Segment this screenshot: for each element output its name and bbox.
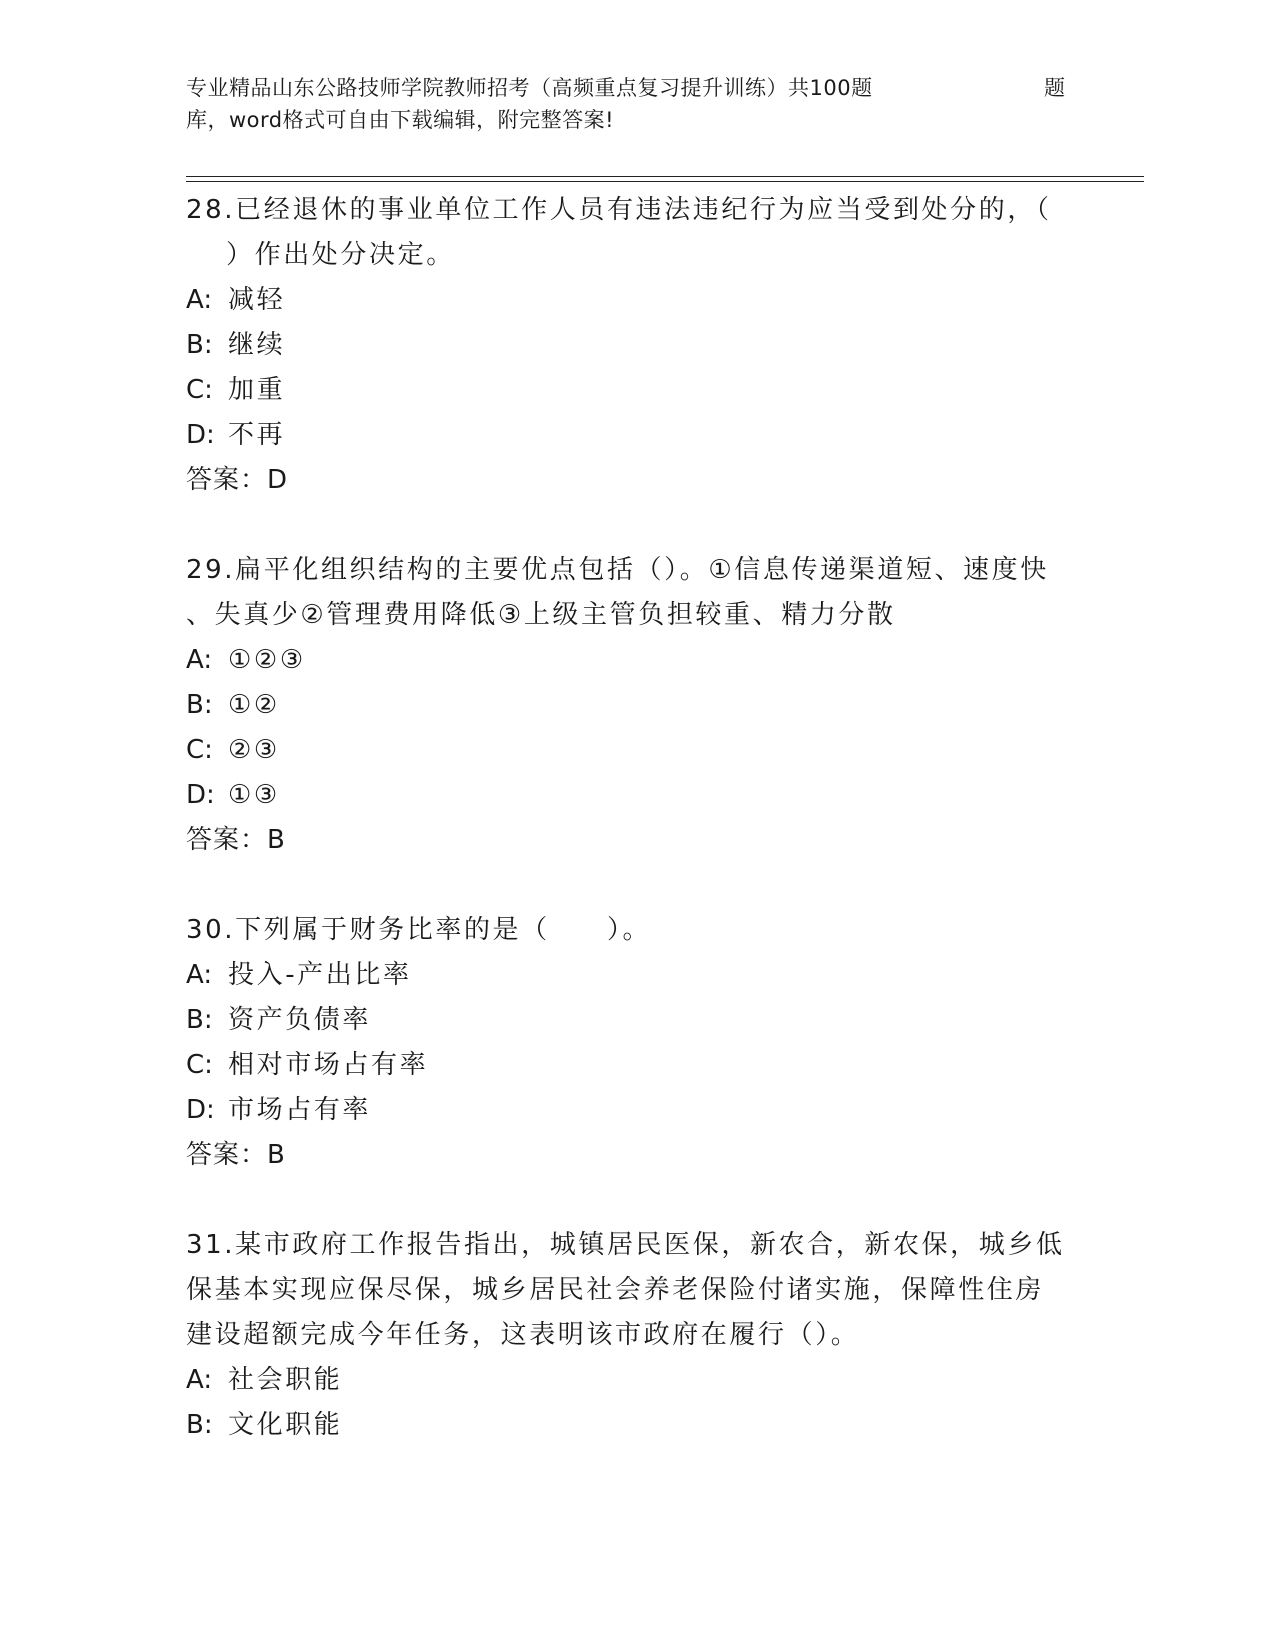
question-stem-text: 31.某市政府工作报告指出，城镇居民医保，新农合，新农保，城乡低 [186,1230,1065,1260]
answer-line: 答案：B [186,1140,286,1170]
option-row [186,368,1086,413]
option-row [186,998,1086,1043]
option-row [186,953,1086,998]
option-text: 投入-产出比率 [228,960,412,990]
answer-line: 答案：D [186,465,289,495]
option-key: D: [186,420,215,450]
document-header [186,72,1106,136]
option-key: C: [186,1050,213,1080]
option-row [186,1088,1086,1133]
option-row [186,413,1086,458]
option-text: 继续 [228,330,286,360]
option-key: A: [186,1365,213,1395]
question-block [186,908,1086,1178]
question-stem-line [186,908,1086,953]
header-title: 专业精品山东公路技师学院教师招考（高频重点复习提升训练）共100题 [186,76,873,100]
option-key: A: [186,645,213,675]
option-key: B: [186,1005,213,1035]
header-line-2: 库，word格式可自由下载编辑，附完整答案! [186,108,615,132]
option-row [186,728,1086,773]
option-row [186,1043,1086,1088]
header-line-1 [186,72,1106,104]
option-row [186,278,1086,323]
question-stem-line [186,1268,1086,1313]
question-spacer [186,1178,1086,1223]
option-row [186,1403,1086,1448]
question-block [186,1223,1086,1448]
option-key: D: [186,780,215,810]
question-stem-line [186,1223,1086,1268]
option-text: ①②③ [228,645,306,675]
question-stem-text: ）作出处分决定。 [226,240,455,270]
question-spacer [186,863,1086,908]
option-text: ①② [228,690,280,720]
option-key: C: [186,375,213,405]
option-row [186,323,1086,368]
question-stem-text: 29.扁平化组织结构的主要优点包括（）。①信息传递渠道短、速度快 [186,555,1049,585]
option-text: ②③ [228,735,280,765]
header-title-tail: 题 [1044,76,1066,100]
question-stem-text: 建设超额完成今年任务，这表明该市政府在履行（）。 [186,1320,860,1350]
option-text: 减轻 [228,285,286,315]
question-stem-text: 、失真少②管理费用降低③上级主管负担较重、精力分散 [186,600,896,630]
question-spacer [186,503,1086,548]
option-text: ①③ [228,780,280,810]
question-stem-text: 30.下列属于财务比率的是（ ）。 [186,915,652,945]
question-stem-text: 保基本实现应保尽保，城乡居民社会养老保险付诸实施，保障性住房 [186,1275,1045,1305]
question-stem-line [186,188,1086,233]
question-stem-line [186,1313,1086,1358]
answer-line: 答案：B [186,825,286,855]
question-block [186,188,1086,503]
question-stem-text: 28.已经退休的事业单位工作人员有违法违纪行为应当受到处分的，（ [186,195,1052,225]
question-block [186,548,1086,863]
question-list [186,188,1086,1448]
option-text: 市场占有率 [228,1095,372,1125]
option-text: 加重 [228,375,286,405]
header-divider-top [186,176,1144,177]
option-key: C: [186,735,213,765]
option-key: B: [186,690,213,720]
option-text: 资产负债率 [228,1005,372,1035]
option-row [186,773,1086,818]
option-text: 不再 [228,420,286,450]
question-stem-line [186,233,1086,278]
option-row [186,683,1086,728]
option-text: 社会职能 [228,1365,343,1395]
option-row [186,1358,1086,1403]
option-key: B: [186,330,213,360]
header-divider-bottom [186,181,1144,182]
option-key: A: [186,285,213,315]
option-row [186,638,1086,683]
option-text: 文化职能 [228,1410,343,1440]
option-text: 相对市场占有率 [228,1050,429,1080]
option-key: A: [186,960,213,990]
option-key: B: [186,1410,213,1440]
question-stem-line [186,593,1086,638]
option-key: D: [186,1095,215,1125]
question-stem-line [186,548,1086,593]
